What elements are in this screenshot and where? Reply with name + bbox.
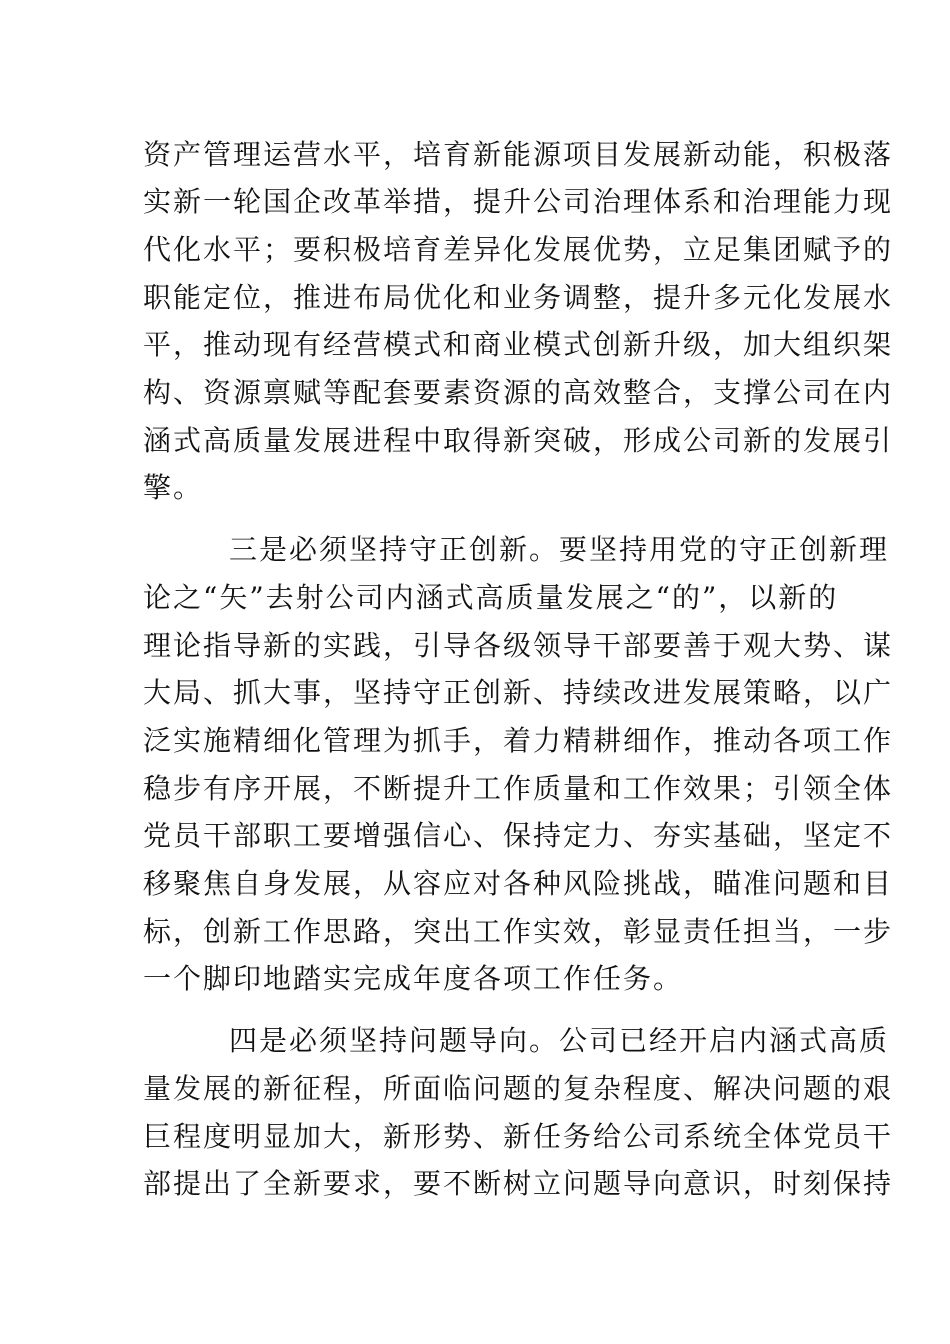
text-line: 代化水平；要积极培育差异化发展优势，立足集团赋予的 [143, 233, 894, 266]
text-line: 涵式高质量发展进程中取得新突破，形成公司新的发展引 [143, 424, 894, 457]
paragraph-first-line: 四是必须坚持问题导向。公司已经开启内涵式高质 [229, 1024, 890, 1057]
text-line: 实新一轮国企改革举措，提升公司治理体系和治理能力现 [143, 185, 894, 218]
text-line: 一个脚印地踏实完成年度各项工作任务。 [143, 962, 684, 995]
paragraph-first-line: 三是必须坚持守正创新。要坚持用党的守正创新理 [229, 533, 890, 566]
text-line: 资产管理运营水平，培育新能源项目发展新动能，积极落 [143, 138, 894, 171]
text-line: 理论指导新的实践，引导各级领导干部要善于观大势、谋 [143, 629, 894, 662]
text-line: 移聚焦自身发展，从容应对各种风险挑战，瞄准问题和目 [143, 867, 894, 900]
text-line: 构、资源禀赋等配套要素资源的高效整合，支撑公司在内 [143, 376, 894, 409]
text-line: 平，推动现有经营模式和商业模式创新升级，加大组织架 [143, 328, 894, 361]
text-line: 擎。 [143, 471, 204, 504]
text-line: 稳步有序开展，不断提升工作质量和工作效果；引领全体 [143, 772, 894, 805]
text-line: 论之“矢”去射公司内涵式高质量发展之“的”，以新的 [143, 581, 839, 614]
text-line: 量发展的新征程，所面临问题的复杂程度、解决问题的艰 [143, 1072, 894, 1105]
text-line: 职能定位，推进布局优化和业务调整，提升多元化发展水 [143, 281, 894, 314]
text-line: 大局、抓大事，坚持守正创新、持续改进发展策略，以广 [143, 676, 894, 709]
text-line: 部提出了全新要求，要不断树立问题导向意识，时刻保持 [143, 1167, 894, 1200]
text-line: 党员干部职工要增强信心、保持定力、夯实基础，坚定不 [143, 819, 894, 852]
text-line: 巨程度明显加大，新形势、新任务给公司系统全体党员干 [143, 1120, 894, 1153]
text-line: 标，创新工作思路，突出工作实效，彰显责任担当，一步 [143, 915, 894, 948]
text-line: 泛实施精细化管理为抓手，着力精耕细作，推动各项工作 [143, 724, 894, 757]
